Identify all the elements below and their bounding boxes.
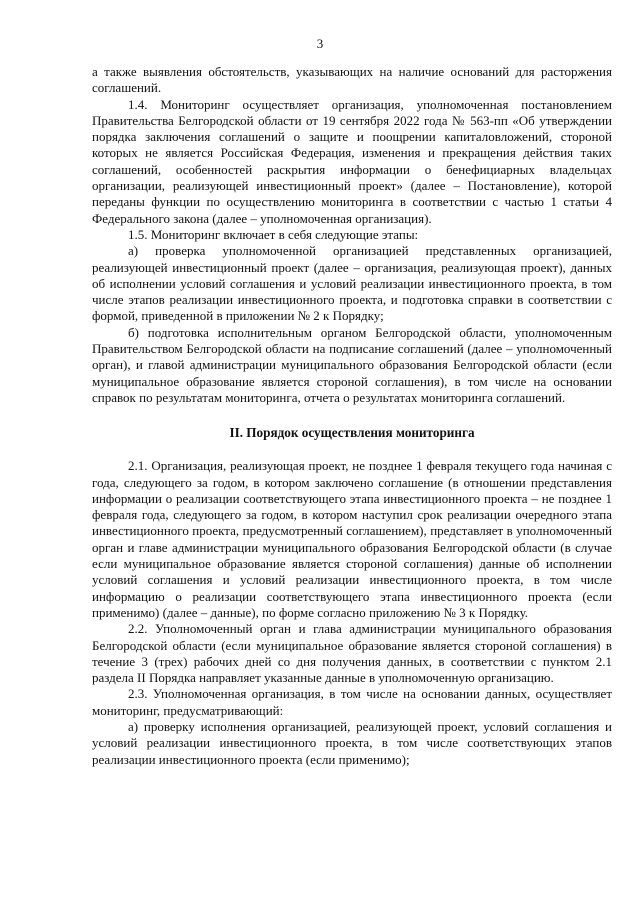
paragraph-2-1: 2.1. Организация, реализующая проект, не позднее 1 февраля текущего года начиная с года, следующего за годом, в котором заключено соглашение (в отношении представления информации о реализации соответствующего этапа инвестиционного проекта – не позднее 1 февраля года, следующего за годом, в котором наступил срок реализации очередного этапа инвестиционного проекта, предусмотренный соглашением), представляет в уполномоченный орган и главе администрации муниципального образования Белгородской области (в случае если муниципальное образование является стороной соглашения) данные об исполнении условий соглашения и условий реализации инвестиционного проекта, в том числе информацию о реализации соответствующего этапа инвестиционного проекта (если применимо) (далее – данные), по форме согласно приложению № 3 к Порядку. [92,458,612,620]
paragraph-2-3: 2.3. Уполномоченная организация, в том числе на основании данных, осуществляет мониторинг, предусматривающий: [92,686,612,718]
page-number: 3 [316,36,324,51]
paragraph-2-3-a: а) проверку исполнения организацией, реализующей проект, условий соглашения и условий реализации инвестиционного проекта, в том числе соответствующих этапов реализации инвестиционного проекта (если применимо); [92,718,612,767]
paragraph-1-5-b: б) подготовка исполнительным органом Белгородской области, уполномоченным Правительством Белгородской области на подписание соглашений (далее – уполномоченный орган), и главой администрации муниципального образования Белгородской области (если муниципальное образование является стороной соглашения), в том числе на основании справок по результатам мониторинга, отчета о результатах мониторинга соглашений. [92,324,612,405]
section-heading: II. Порядок осуществления мониторинга [229,425,475,441]
paragraph-2-2: 2.2. Уполномоченный орган и глава администрации муниципального образования Белгородской области (если муниципальное образование является стороной соглашения) в течение 3 (трех) рабочих дней со дня получения данных, в соответствии с пунктом 2.1 раздела II Порядка направляет указанные данные в уполномоченную организацию. [92,621,612,686]
paragraph-1-5: 1.5. Мониторинг включает в себя следующие этапы: [128,226,419,242]
document-body [92,64,612,768]
paragraph-1-4: 1.4. Мониторинг осуществляет организация, уполномоченная постановлением Правительства Белгородской области от 19 сентября 2022 года № 563-пп «Об утверждении порядка заключения соглашений о защите и поощрении капиталовложений, стороной которых не является Российская Федерация, изменения и прекращения действия таких соглашений, особенностей раскрытия информации о бенефициарных владельцах организации, реализующей инвестиционный проект» (далее – Постановление), которой переданы функции по осуществлению мониторинга в соответствии с частью 1 статьи 4 Федерального закона (далее – уполномоченная организация). [92,96,612,226]
paragraph-continuation: а также выявления обстоятельств, указывающих на наличие оснований для расторжения соглашений. [92,64,612,96]
paragraph-1-5-a: а) проверка уполномоченной организацией представленных организацией, реализующей инвестиционный проект (далее – организация, реализующая проект), данных об исполнении условий соглашения и условий реализации инвестиционного проекта, в том числе этапов реализации инвестиционного проекта, и подготовка справки в соответствии с формой, приведенной в приложении № 2 к Порядку; [92,243,612,324]
